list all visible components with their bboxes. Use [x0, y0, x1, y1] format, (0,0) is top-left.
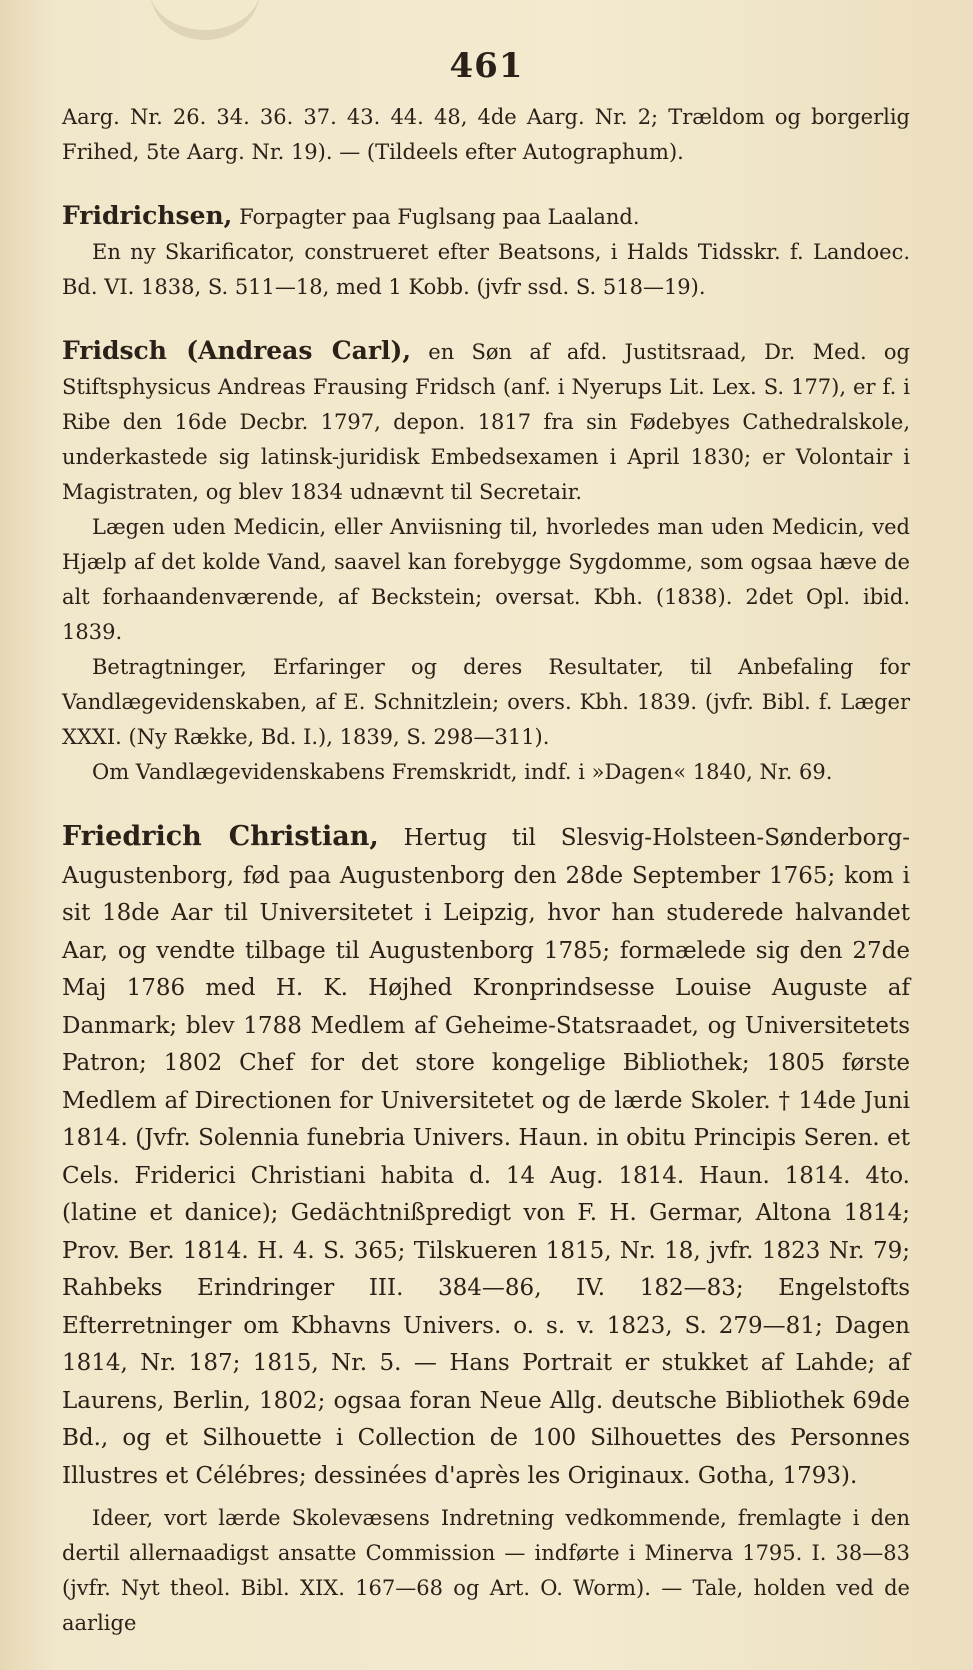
entry-continuation — [62, 100, 910, 170]
entry-work — [62, 235, 910, 305]
entry-text: Forpagter paa Fuglsang paa Laaland. — [232, 205, 640, 229]
entry-work — [62, 755, 910, 790]
entry-heading: Fridrichsen, — [62, 201, 233, 230]
page-text — [62, 100, 910, 1641]
entry-heading: Friedrich Christian, — [62, 821, 379, 852]
entry-text: Lægen uden Medicin, eller Anviisning til, hvorledes man uden Medicin, ved Hjælp af det kolde Vand, saavel kan forebygge Sygdomme, som ogsaa hæve de alt forhaandenværende, af Beckstein; oversat. Kbh. (1838). 2det Opl. ibid. 1839. — [62, 515, 910, 644]
entry-text: en Søn af afd. Justitsraad, Dr. Med. og Stiftsphysicus Andreas Frausing Fridsch (anf. i Nyerups Lit. Lex. S. 177), er f. i Ribe den 16de Decbr. 1797, depon. 1817 fra sin Fødebyes Cathedralskole, underkastede sig latinsk-juridisk Embedsexamen i April 1830; er Volontair i Magistraten, og blev 1834 udnævnt til Secretair. — [62, 340, 911, 504]
entry-text: Om Vandlægevidenskabens Fremskridt, indf. i »Dagen« 1840, Nr. 69. — [92, 760, 833, 784]
page-corner-fold — [150, 0, 260, 40]
entry-work — [62, 1501, 910, 1641]
entry-heading: Fridsch (Andreas Carl), — [62, 336, 412, 365]
entry-friedrich-christian — [62, 818, 910, 1495]
entry-text: Betragtninger, Erfaringer og deres Resultater, til Anbefaling for Vandlægevidenskaben, af E. Schnitzlein; overs. Kbh. 1839. (jvfr. Bibl. f. Læger XXXI. (Ny Række, Bd. I.), 1839, S. 298—311). — [62, 655, 910, 749]
entry-work — [62, 510, 910, 650]
entry-fridrichsen — [62, 198, 910, 235]
entry-text: Aarg. Nr. 26. 34. 36. 37. 43. 44. 48, 4de Aarg. Nr. 2; Trældom og borgerlig Frihed, 5te Aarg. Nr. 19). — (Tildeels efter Autographum). — [62, 105, 910, 164]
entry-fridsch — [62, 333, 910, 510]
entry-text: Ideer, vort lærde Skolevæsens Indretning vedkommende, fremlagte i den dertil allernaadigst ansatte Commission — indførte i Minerva 1795. I. 38—83 (jvfr. Nyt theol. Bibl. XIX. 167—68 og Art. O. Worm). — Tale, holden ved de aarlige — [62, 1506, 910, 1635]
entry-text: En ny Skarificator, construeret efter Beatsons, i Halds Tidsskr. f. Landoec. Bd. VI. 1838, S. 511—18, med 1 Kobb. (jvfr ssd. S. 518—19). — [62, 240, 910, 299]
entry-text: Hertug til Slesvig-Holsteen-Sønderborg-Augustenborg, fød paa Augustenborg den 28de September 1765; kom i sit 18de Aar til Universitetet i Leipzig, hvor han studerede halvandet Aar, og vendte tilbage til Augustenborg 1785; formælede sig den 27de Maj 1786 med H. K. Højhed Kronprindsesse Louise Auguste af Danmark; blev 1788 Medlem af Geheime-Statsraadet, og Universitetets Patron; 1802 Chef for det store kongelige Bibliothek; 1805 første Medlem af Directionen for Universitetet og de lærde Skoler. † 14de Juni 1814. (Jvfr. Solennia funebria Univers. Haun. in obitu Principis Seren. et Cels. Friderici Christiani habita d. 14 Aug. 1814. Haun. 1814. 4to. (latine et danice); Gedächtnißpredigt von F. H. Germar, Altona 1814; Prov. Ber. 1814. H. 4. S. 365; Tilskueren 1815, Nr. 18, jvfr. 1823 Nr. 79; Rahbeks Erindringer III. 384—86, IV. 182—83; Engelstofts Efterretninger om Kbhavns Univers. o. s. v. 1823, S. 279—81; Dagen 1814, Nr. 187; 1815, Nr. 5. — Hans Portrait er stukket af Lahde; af Laurens, Berlin, 1802; ogsaa foran Neue Allg. deutsche Bibliothek 69de Bd., og et Silhouette i Collection de 100 Silhouettes des Personnes Illustres et Célébres; dessinées d'après les Originaux. Gotha, 1793). — [62, 825, 910, 1489]
page-number: 461 — [449, 46, 524, 86]
entry-work — [62, 650, 910, 755]
